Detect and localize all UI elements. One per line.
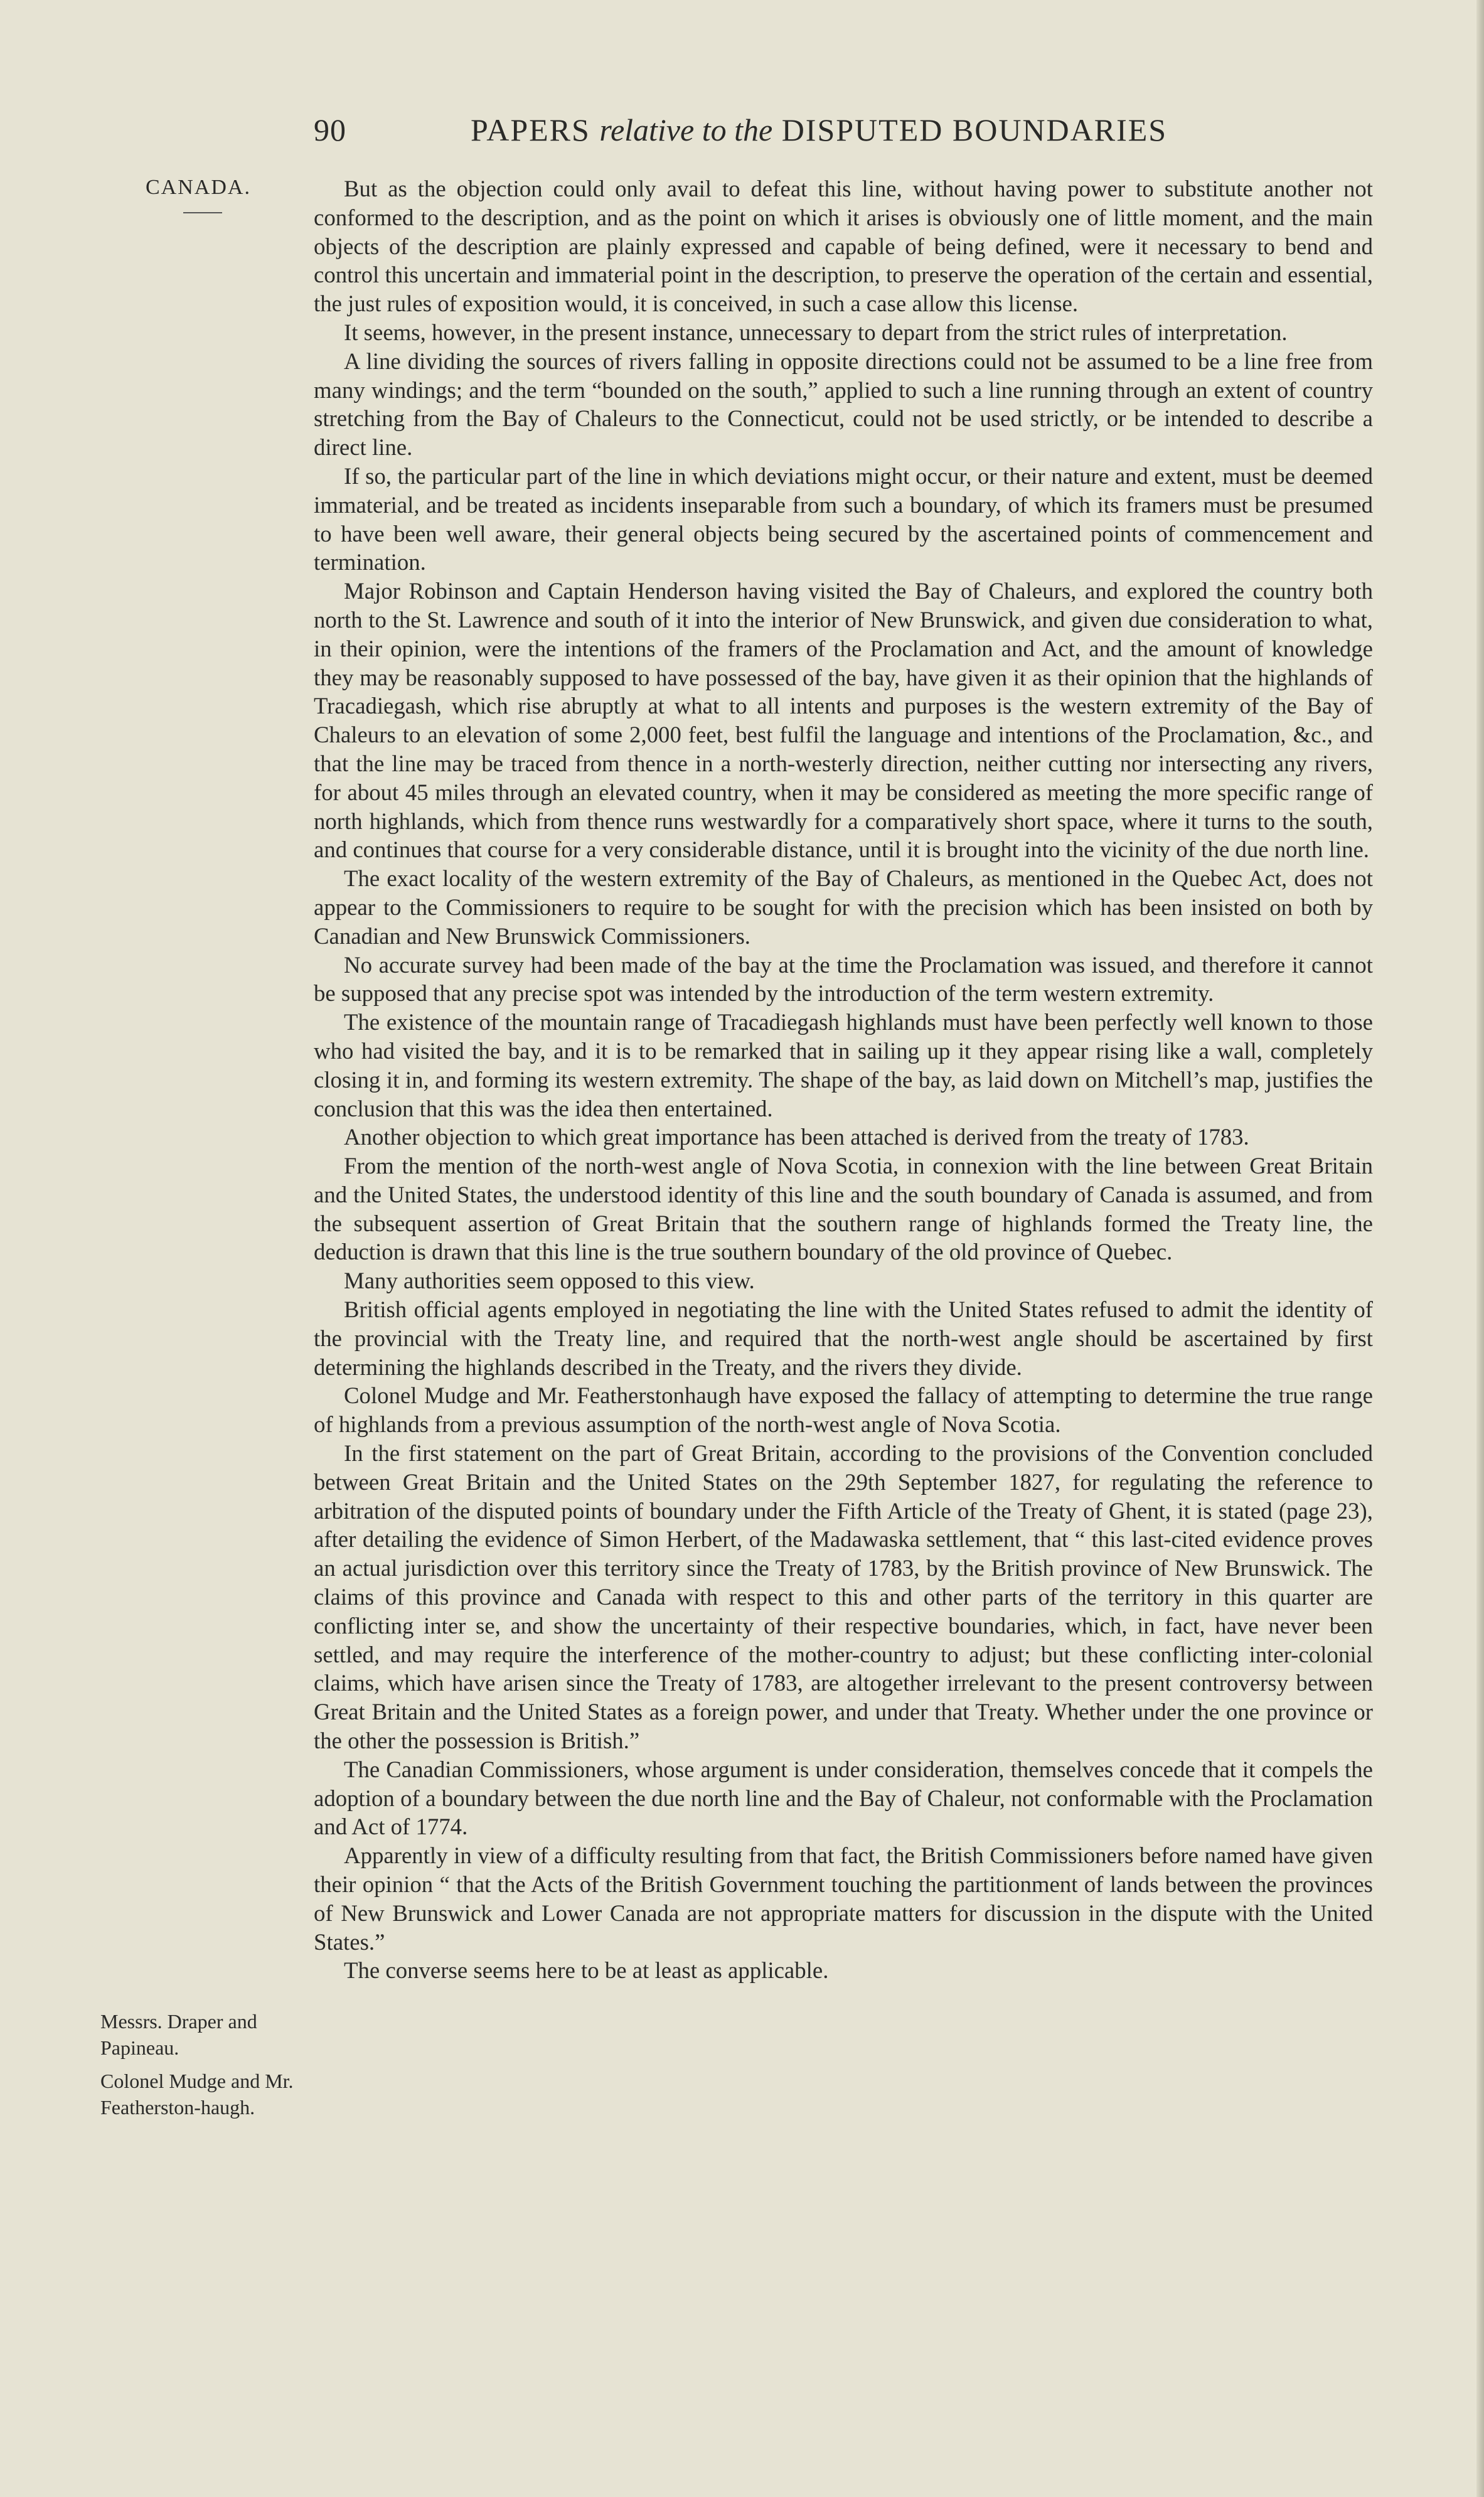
paragraph: Many authorities seem opposed to this view. <box>344 1268 755 1294</box>
running-title-end: DISPUTED BOUNDARIES <box>772 112 1168 147</box>
paragraph: Apparently in view of a difficulty resulting from that fact, the British Commissioners before named have given their opinion “ that the Acts of the British Government touching the partitionment of lands between the provinces of New Brunswick and Lower Canada are not appropriate matters for discussion in the dispute with the United States.” <box>314 1842 1373 1955</box>
paragraph: The existence of the mountain range of Tracadiegash highlands must have been perfectly well known to those who had visited the bay, and it is to be remarked that in sailing up it they appear rising like a wall, completely closing it in, and forming its western extremity. The shape of the bay, as laid down on Mitchell’s map, justifies the conclusion that this was the idea then entertained. <box>314 1009 1373 1121</box>
paragraph: The converse seems here to be at least as applicable. <box>344 1957 829 1984</box>
page-header <box>314 112 1224 148</box>
paragraph: Another objection to which great importance has been attached is derived from the treaty of 1783. <box>344 1124 1249 1150</box>
body-text <box>314 174 1373 1985</box>
paragraph: No accurate survey had been made of the bay at the time the Proclamation was issued, and therefore it cannot be supposed that any precise spot was intended by the introduction of the term western extremity. <box>314 951 1373 1007</box>
running-title <box>471 112 1167 147</box>
paragraph: Colonel Mudge and Mr. Featherstonhaugh have exposed the fallacy of attempting to determine the true range of highlands from a previous assumption of the north-west angle of Nova Scotia. <box>314 1382 1373 1438</box>
running-title-italic: relative to the <box>599 112 773 147</box>
paragraph: Major Robinson and Captain Henderson having visited the Bay of Chaleurs, and explored the country both north to the St. Lawrence and south of it into the interior of New Brunswick, and given due consideration to what, in their opinion, were the intentions of the framers of the Proclamation and Act, and the amount of knowledge they may be reasonably supposed to have possessed of the bay, have given it as their opinion that the highlands of Tracadiegash, which rise abruptly at what to all intents and purposes is the western extremity of the Bay of Chaleurs to an elevation of some 2,000 feet, best fulfil the language and intentions of the Proclamation, &c., and that the line may be traced from thence in a north-westerly direction, neither cutting nor intersecting any rivers, for about 45 miles through an elevated country, when it may be considered as meeting the more specific range of north highlands, which from thence runs westwardly for a comparatively short space, where it turns to the south, and continues that course for a very considerable distance, until it is brought into the vicinity of the due north line. <box>314 578 1373 863</box>
paragraph: A line dividing the sources of rivers falling in opposite directions could not be assumed to be a line free from many windings; and the term “bounded on the south,” applied to such a line running through an extent of country stretching from the Bay of Chaleurs to the Connecticut, could not be used strictly, or be intended to describe a direct line. <box>314 348 1373 461</box>
paragraph: But as the objection could only avail to defeat this line, without having power to substitute another not conformed to the description, and as the point on which it arises is obviously one of little moment, and the main objects of the description are plainly expressed and capable of being defined, were it necessary to bend and control this uncertain and immaterial point in the description, to preserve the operation of the certain and essential, the just rules of exposition would, it is conceived, in such a case allow this license. <box>314 176 1373 317</box>
paragraph: It seems, however, in the present instance, unnecessary to depart from the strict rules of interpretation. <box>344 319 1288 345</box>
paragraph: If so, the particular part of the line in which deviations might occur, or their nature and extent, must be deemed immaterial, and be treated as incidents inseparable from such a boundary, of which its framers must be presumed to have been well aware, their general objects being secured by the ascertained points of commencement and termination. <box>314 463 1373 575</box>
paragraph: The exact locality of the western extremity of the Bay of Chaleurs, as mentioned in the Quebec Act, does not appear to the Commissioners to require to be sought for with the precision which has been insisted on both by Canadian and New Brunswick Commissioners. <box>314 865 1373 949</box>
page-number: 90 <box>314 112 346 147</box>
running-title-start: PAPERS <box>471 112 600 147</box>
paragraph: From the mention of the north-west angle of Nova Scotia, in connexion with the line between Great Britain and the United States, the understood identity of this line and the south boundary of Canada is assumed, and from the subsequent assertion of Great Britain that the southern range of highlands formed the Treaty line, the deduction is drawn that this line is the true southern boundary of the old province of Quebec. <box>314 1153 1373 1265</box>
paragraph: In the first statement on the part of Great Britain, according to the provisions of the Convention concluded between Great Britain and the United States on the 29th September 1827, for regulating the reference to arbitration of the disputed points of boundary under the Fifth Article of the Treaty of Ghent, it is stated (page 23), after detailing the evidence of Simon Herbert, of the Madawaska settlement, that “ this last-cited evidence proves an actual jurisdiction over this territory since the Treaty of 1783, by the British province of New Brunswick. The claims of this province and Canada with respect to this and other parts of the territory in this quarter are conflicting inter se, and show the uncertainty of their respective boundaries, which, in fact, have never been settled, and may require the interference of the mother-country to adjust; but these conflicting inter-colonial claims, which have arisen since the Treaty of 1783, are altogether irrelevant to the present controversy between Great Britain and the United States as a foreign power, and under that Treaty. Whether under the one province or the other the possession is British.” <box>314 1440 1373 1754</box>
paragraph: British official agents employed in negotiating the line with the United States refused to admit the identity of the provincial with the Treaty line, and required that the north-west angle should be ascertained by first determining the highlands described in the Treaty, and the rivers they divide. <box>314 1297 1373 1380</box>
margin-note-mudge-featherstonhaugh: Colonel Mudge and Mr. Featherston-haugh. <box>100 2070 294 2119</box>
paragraph: The Canadian Commissioners, whose argument is under consideration, themselves concede that it compels the adoption of a boundary between the due north line and the Bay of Chaleur, not conformable with the Proclamation and Act of 1774. <box>314 1756 1373 1840</box>
margin-rule <box>183 212 222 213</box>
margin-note-draper-papineau: Messrs. Draper and Papineau. <box>100 2010 257 2059</box>
page-edge-shadow <box>1476 0 1484 2497</box>
margin-section-label: CANADA. <box>146 176 251 199</box>
